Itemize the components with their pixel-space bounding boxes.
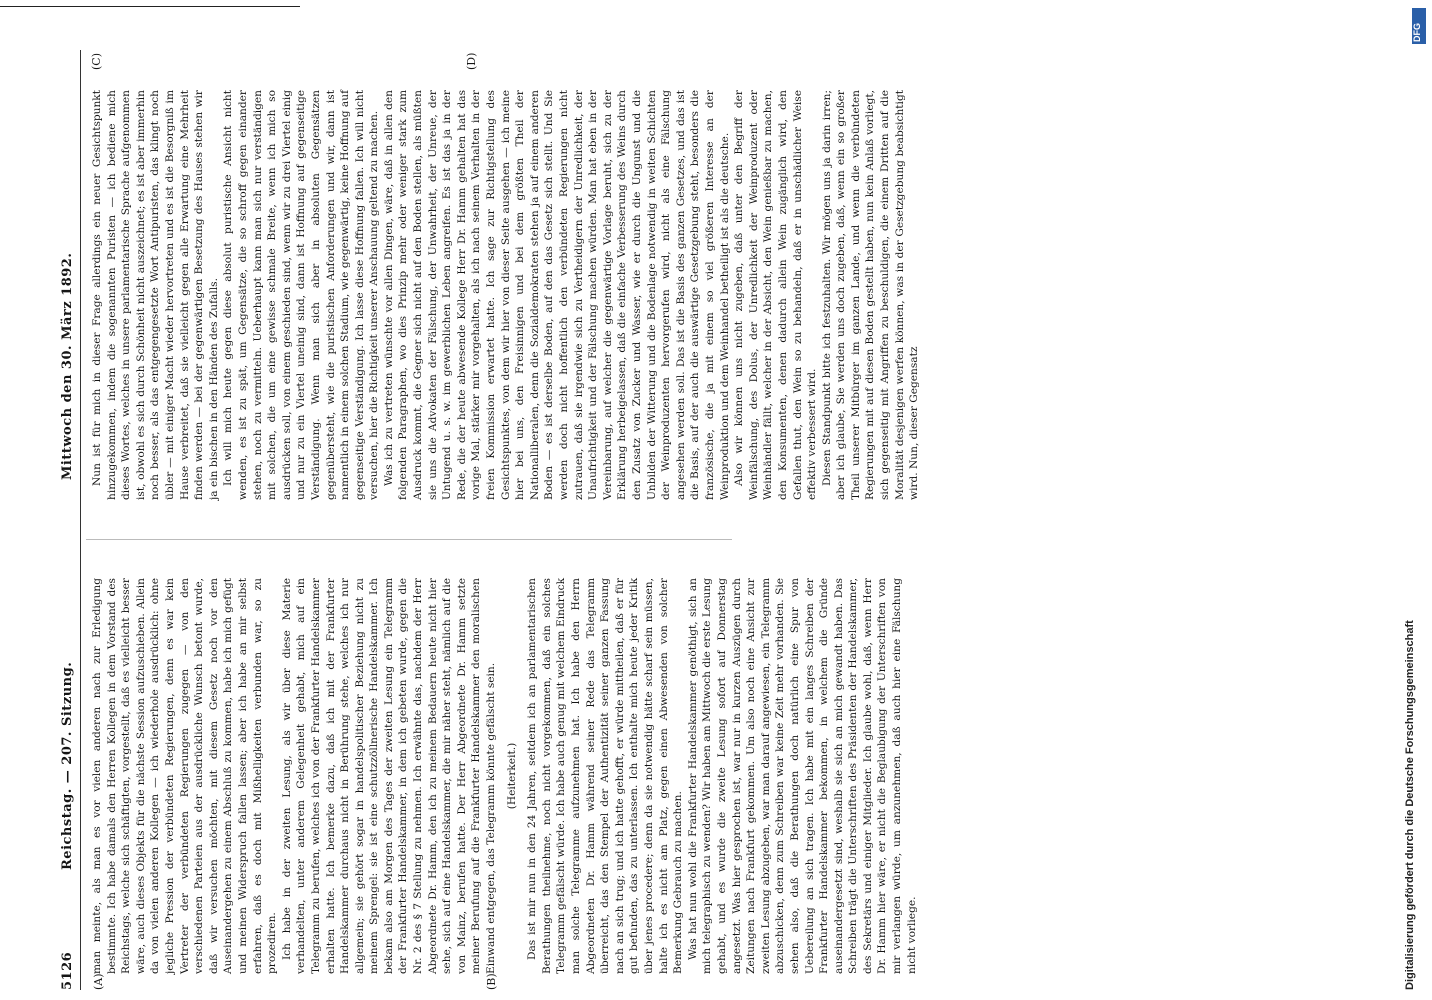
top-rule [0, 6, 300, 7]
page-number: 5126 [60, 951, 75, 990]
paragraph: Diesen Standpunkt bitte ich festzuhalten. Wir mögen uns ja darin irren; aber ich glaube, Sie werden uns doch zugeben, daß, wenn ein so großer Theil unserer Mitbürger im ganzen Lande, und wenn die verbündeten Regierungen mit auf diesen Boden gestellt haben, nun kein Anlaß vorliegt, sich gegenseitig mit Angriffen zu beschuldigen, die einem Dritten auf die Moralität desjenigen werfen können, was in der Gesetzgebung beabsichtigt wird. Nun, dieser Gegensatz [820, 90, 921, 500]
column-separator [86, 539, 732, 540]
paragraph: Was ich zu vertreten wünschte vor allen Dingen, wäre, daß in allen den folgenden Paragraphen, wo dies Prinzip mehr oder weniger stark zum Ausdruck kommt, die Gegner sich nicht auf den Boden stellen, als müßten sie uns die Advokaten der Fälschung, der Unwahrheit, der Unreue, der Untugend u. s. w. im gewerblichen Leben angreifen. Es ist das ja in der Rede, die der heute abwesende Kollege Herr Dr. Hamm gehalten hat das vorige Mal, stärker mir vorgehalten, als ich nach seinem Verhalten in der freien Kommission erwartet hatte. Ich sage zur Richtigstellung des Gesichtspunktes, von dem wir hier von dieser Seite ausgehen — ich meine hier bei uns, den Freisinnigen und bei dem größten Theil der Nationalliberalen, denn die Sozialdemokraten stehen ja auf einem anderen Boden — es ist derselbe Boden, auf den das Gesetz sich stellt. Und Sie werden doch nicht hoffentlich den verbündeten Regierungen nicht zutrauen, daß sie irgendwie sich zu Vertheidigern der Unredlichkeit, der Unaufrichtigkeit und der Fälschung machen würden. Man hat eben in der Vereinbarung, auf welcher die gegenwärtige Vorlage beruht, sich zu der Erklärung herbeigelassen, daß die einfache Verbesserung des Weins durch den Zusatz von Zucker und Wasser, wie er durch die Ungunst und die Unbilden der Witterung und die Bodenlage notwendig in weiten Schichten der Weinproduzenten hervorgerufen wird, nicht als eine Fälschung angesehen werden soll. Das ist die Basis des ganzen Gesetzes, und das ist die Basis, auf der auch die auswärtige Gesetzgebung steht, besonders die französische, die ja mit einem so viel größeren Interesse an der Weinproduktion und dem Weinhandel betheiligt ist als die deutsche. [382, 90, 731, 500]
page-header [60, 50, 82, 990]
paragraph: Das ist mir nun in den 24 Jahren, seitdem ich an parlamentarischen Berathungen theilnehme, noch nicht vorgekommen, daß ein solches Telegramm gefälscht würde. Ich habe auch genug mit welchem Eindruck man solche Telegramme aufzunehmen hat. Ich habe den Herrn Abgeordneten Dr. Hamm während seiner Rede das Telegramm überreicht, das den Stempel der Authentizität seiner ganzen Fassung nach an sich trug; und ich hatte gehofft, er würde mittheilen, daß er für gut befunden, das zu unterlassen. Ich enthalte mich heute jeder Kritik über jenes procedere; denn da sie notwendig hätte scharf sein müssen, halte ich es nicht am Platz, gegen einen Abwesenden von solcher Bemerkung Gebrauch zu machen. [526, 578, 685, 974]
header-rule [80, 50, 81, 990]
paragraph: Also wir können uns nicht zugeben, daß unter den Begriff der Weinfälschung, des Dolus, der Unredlichkeit der Weinproduzent oder Weinhändler fällt, welcher in der Absicht, den Wein genießbar zu machen, den Konsumenten, denen dadurch allein Wein zugänglich wird, den Gefallen thut, den Wein so zu behandeln, daß er in unschädlicher Weise effektiv verbessert wird. [733, 90, 819, 500]
right-column [90, 90, 921, 500]
paragraph: Was hat nun wohl die Frankfurter Handelskammer genöthigt, sich an mich telegraphisch zu wenden? Wir haben am Mittwoch die erste Lesung gehabt, und es wurde die zweite Lesung sofort auf Donnerstag angesetzt. Was hier gesprochen ist, war nur in kurzen Auszügen durch Zeitungen nach Frankfurt gekommen. Um also noch eine Ansicht zur zweiten Lesung abzugeben, war man darauf angewiesen, ein Telegramm abzuschicken, denn zum Schreiben war keine Zeit mehr vorhanden. Sie sehen also, daß die Berathungen doch natürlich eine Spur von Uebereilung an sich tragen. Ich habe mit ein langes Schreiben der Frankfurter Handelskammer bekommen, in welchem die Gründe auseinandergesetzt sind, weshalb sie sich an mich gewandt haben. Das Schreiben trägt die Unterschriften des Präsidenten der Handelskammer, des Sekretärs und einiger Mitglieder. Ich glaube wohl, daß, wenn Herr Dr. Hamm hier wäre, er nicht die Beglaubigung der Unterschriften von mir verlangen würde, um anzunehmen, daß auch hier eine Fälschung nicht vorliege. [686, 578, 918, 974]
paragraph: man meinte, als man es vor vielen anderen nach zur Erledigung bestimmte. Ich habe damals den Herren Kollegen in dem Vorstand des Reichstags, welche sich schäftigten, vorgestellt, daß es vielleicht besser wäre, auch dieses Objekts für die nächste Session aufzuschieben. Allein da von vielen anderen Kollegen — ich wiederhole ausdrücklich: ohne jegliche Pression der verbündeten Regierungen, denn es war kein Vertreter der verbündeten Regierungen zugegen — von den verschiedenen Parteien aus der ausdrückliche Wunsch betont wurde, daß wir versuchen möchten, mit diesem Gesetz noch vor den Auseinandergehen zu einem Abschluß zu kommen, habe ich mich gefügt und meinen Widerspruch fallen lassen; aber ich habe an mir selbst erfahren, daß es doch mit Mißhelligkeiten verbunden war, so zu prozediren. [91, 578, 279, 974]
interjection: (Heiterkeit.) [505, 742, 518, 810]
margin-marker-c: (C) [90, 53, 103, 70]
rotated-page [60, 50, 921, 990]
paragraph: Ich habe in der zweiten Lesung, als wir über diese Materie verhandelten, unter anderem Gelegenheit gehabt, mich auf ein Telegramm zu berufen, welches ich von der Frankfurter Handelskammer erhalten hatte. Ich bemerke dazu, daß ich mit der Frankfurter Handelskammer durchaus nicht in Berührung stehe, welches ich nur allgemein; sie gehört sogar in handelspolitischer Beziehung nicht zu meinem Sprengel: sie ist eine schutzzöllnerische Handelskammer. Ich bekam also am Morgen des Tages der zweiten Lesung ein Telegramm der Frankfurter Handelskammer, in dem ich gebeten wurde, gegen die Nr. 2 des § 7 Stellung zu nehmen. Ich erwähnte das, nachdem der Herr Abgeordnete Dr. Hamm, den ich zu meinem Bedauern heute nicht hier sehe, sich auf eine Handelskammer, die mir näher steht, nämlich auf die von Mainz, berufen hatte. Der Herr Abgeordnete Dr. Hamm setzte meiner Berufung auf die Frankfurter Handelskammer den moralischen Einwand entgegen, das Telegramm könnte gefälscht sein. [280, 578, 498, 974]
paragraph: Nun ist für mich in dieser Frage allerdings ein neuer Gesichtspunkt hinzugekommen, indem die sogenannten Puristen — ich bediene mich dieses Wortes, welches in unsere parlamentarische Sprache aufgenommen ist, obwohl es sich durch Schönheit nicht auszeichnet; es ist aber immerhin noch besser, als das entgegengesetzte Wort Antipuristen, das klingt noch übler — mit einiger Macht wieder hervortreten und es ist die Besorgniß im Hause verbreitet, daß sie vielleicht gegen alle Erwartung eine Mehrheit finden werden — bei der gegenwärtigen Besetzung des Hauses stehen wir ja ein bischen in den Händen des Zufalls. [91, 90, 220, 500]
margin-marker-d: (D) [465, 52, 478, 70]
dfg-logo-text: DFG [1412, 23, 1422, 42]
dfg-logo [1412, 8, 1426, 44]
session-title: Reichstag. — 207. Sitzung. [60, 661, 75, 870]
paragraph: Ich will mich heute gegen diese absolut puristische Ansicht nicht wenden, es ist zu spät, um Gegensätze, die so schroff gegen einander stehen, noch zu vermitteln. Ueberhaupt kann man sich nur verständigen mit solchen, die um eine gewisse schmale Breite, wenn ich mich so ausdrücken soll, von einem geschieden sind, wenn wir zu drei Viertel einig und nur zu ein Viertel uneinig sind, dann ist Hoffnung auf gegenseitige Verständigung. Wenn man sich aber in absoluten Gegensätzen gegenübersteht, wie die puristischen Anforderungen und wir, dann ist namentlich in einem solchen Stadium, wie gegenwärtig, keine Hoffnung auf gegenseitige Verständigung. Ich lasse diese Hoffnung fallen. Ich will nicht versuchen, hier die Richtigkeit unserer Anschauung geltend zu machen. [222, 90, 381, 500]
left-column [90, 578, 918, 974]
session-date: Mittwoch den 30. März 1892. [60, 252, 75, 480]
margin-marker-b: (B) [485, 973, 498, 990]
digitization-credit: Digitalisierung gefördert durch die Deutsche Forschungsgemeinschaft [1404, 620, 1416, 990]
margin-marker-a: (A) [92, 973, 105, 990]
